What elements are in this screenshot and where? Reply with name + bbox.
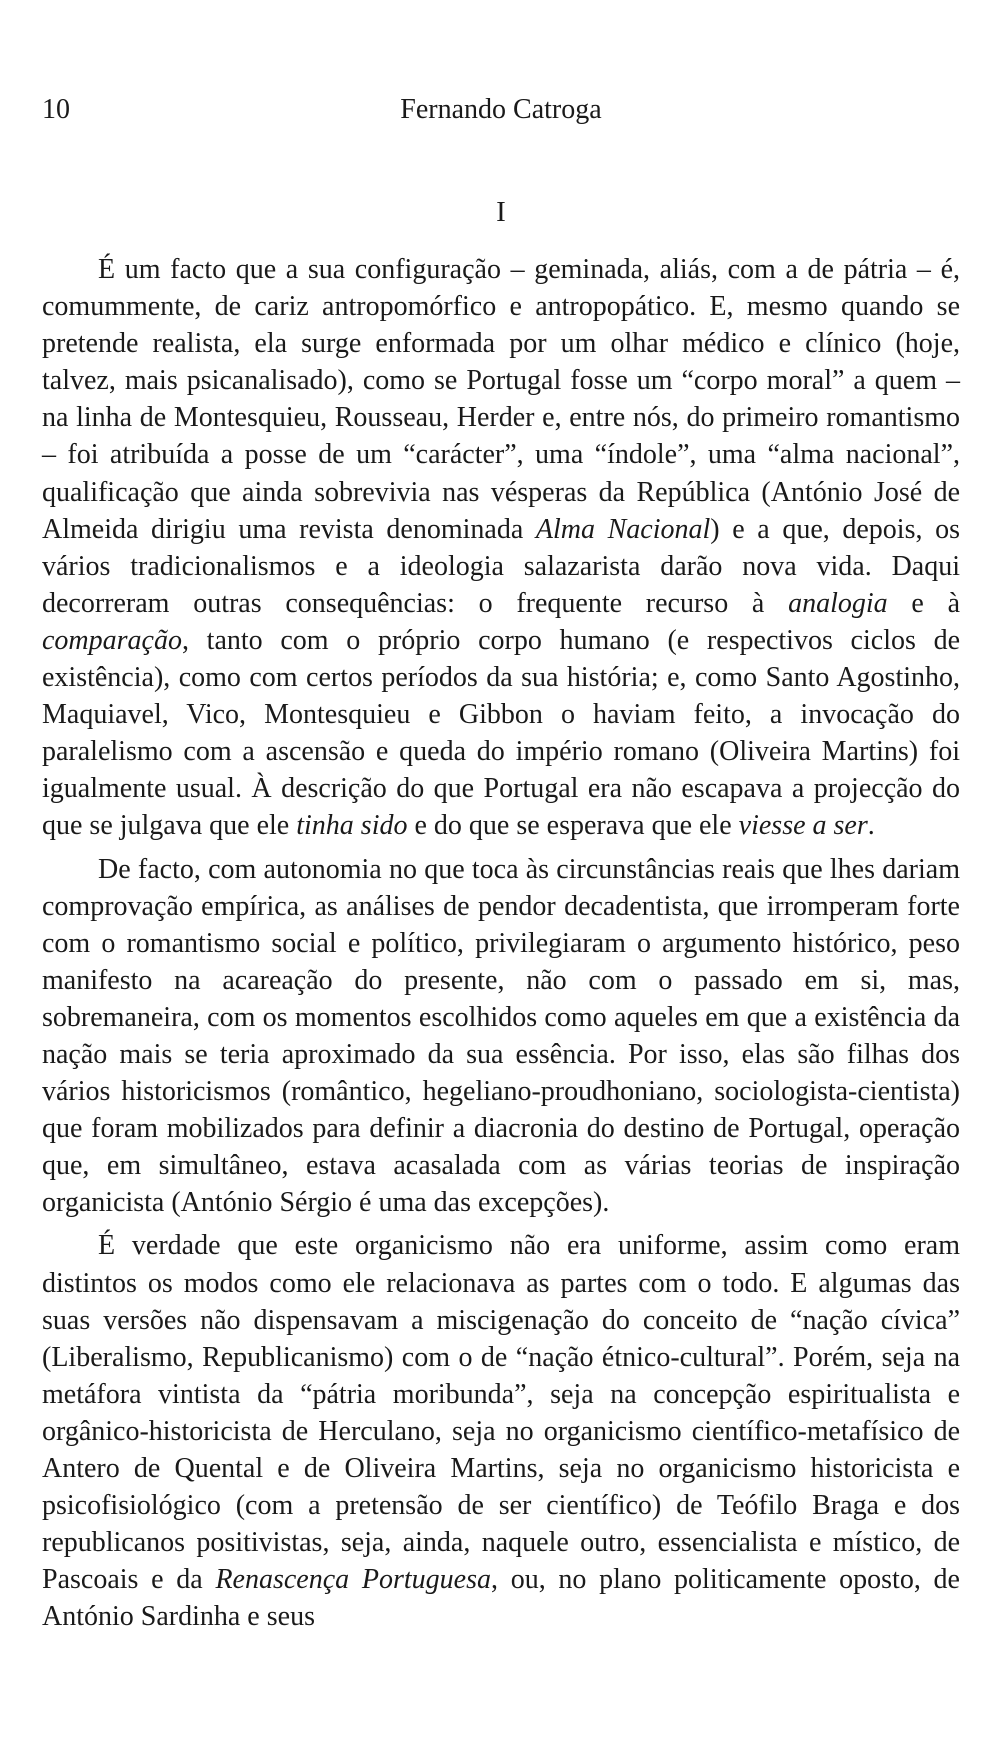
- italic-text: analogia: [788, 587, 888, 619]
- paragraph: [42, 251, 960, 845]
- italic-text: viesse a ser: [738, 810, 868, 842]
- text-run: É verdade que este organicismo não era uniforme, assim como eram distintos os modos como ele relacionava as partes com o todo. E algumas das suas versões não dispensavam a miscigenação do conceito de “nação cívica” (Liberalismo, Republicanismo) com o de “nação étnico-cultural”. Porém, seja na metáfora vintista da “pátria moribunda”, seja na concepção espiritualista e orgânico-historicista de Herculano, seja no organicismo científico-metafísico de Antero de Quental e de Oliveira Martins, seja no organicismo historicista e psicofisiológico (com a pretensão de ser científico) de Teófilo Braga e dos republicanos positivistas, seja, ainda, naquele outro, essencialista e místico, de Pascoais e da: [42, 1230, 960, 1596]
- text-run: .: [867, 810, 875, 842]
- text-run: , ou, no plano politicamente oposto, de António Sardinha e seus: [42, 1564, 960, 1633]
- running-head: [42, 90, 960, 130]
- paragraph: [42, 1227, 960, 1635]
- section-heading: I: [496, 196, 506, 228]
- italic-text: comparação: [42, 624, 182, 656]
- body-text: [42, 251, 960, 1641]
- italic-text: Alma Nacional: [535, 513, 711, 545]
- text-run: e do que se esperava que ele: [407, 810, 739, 842]
- text-run: De facto, com autonomia no que toca às circunstâncias reais que lhes dariam comprovação empírica, as análises de pendor decadentista, que irromperam forte com o romantismo social e político, privilegiaram o argumento histórico, peso manifesto na acareação do presente, não com o passado em si, mas, sobremaneira, com os momentos escolhidos como aqueles em que a existência da nação mais se teria aproximado da sua essência. Por isso, elas são filhas dos vários historicismos (romântico, hegeliano-proudhoniano, sociologista-cientista) que foram mobilizados para definir a diacronia do destino de Portugal, operação que, em simultâneo, estava acasalada com as várias teorias de inspiração organicista (António Sérgio é uma das excepções).: [42, 853, 960, 1219]
- running-title: Fernando Catroga: [400, 94, 602, 125]
- italic-text: Renascença Portuguesa: [215, 1564, 491, 1596]
- italic-text: tinha sido: [296, 810, 408, 842]
- book-page: [42, 0, 960, 1756]
- paragraph: [42, 851, 960, 1222]
- text-run: e à: [887, 587, 961, 619]
- text-run: ) e a que, depois, os vários tradicionalismos e a ideologia salazarista darão nova vida. Daqui decorreram outras consequências: o frequente recurso à: [42, 513, 961, 619]
- text-run: É um facto que a sua configuração – geminada, aliás, com a de pátria – é, comummente, de cariz antropomórfico e antropopático. E, mesmo quando se pretende realista, ela surge enformada por um olhar médico e clínico (hoje, talvez, mais psicanalisado), como se Portugal fosse um “corpo moral” a quem – na linha de Montesquieu, Rousseau, Herder e, entre nós, do primeiro romantismo – foi atribuída a posse de um “carácter”, uma “índole”, uma “alma nacional”, qualificação que ainda sobrevivia nas vésperas da República (António José de Almeida dirigiu uma revista denominada: [42, 254, 960, 545]
- page-number: 10: [42, 94, 70, 125]
- text-run: , tanto com o próprio corpo humano (e respectivos ciclos de existência), como com certos períodos da sua história; e, como Santo Agostinho, Maquiavel, Vico, Montesquieu e Gibbon o haviam feito, a invocação do paralelismo com a ascensão e queda do império romano (Oliveira Martins) foi igualmente usual. À descrição do que Portugal era não escapava a projecção do que se julgava que ele: [42, 624, 960, 842]
